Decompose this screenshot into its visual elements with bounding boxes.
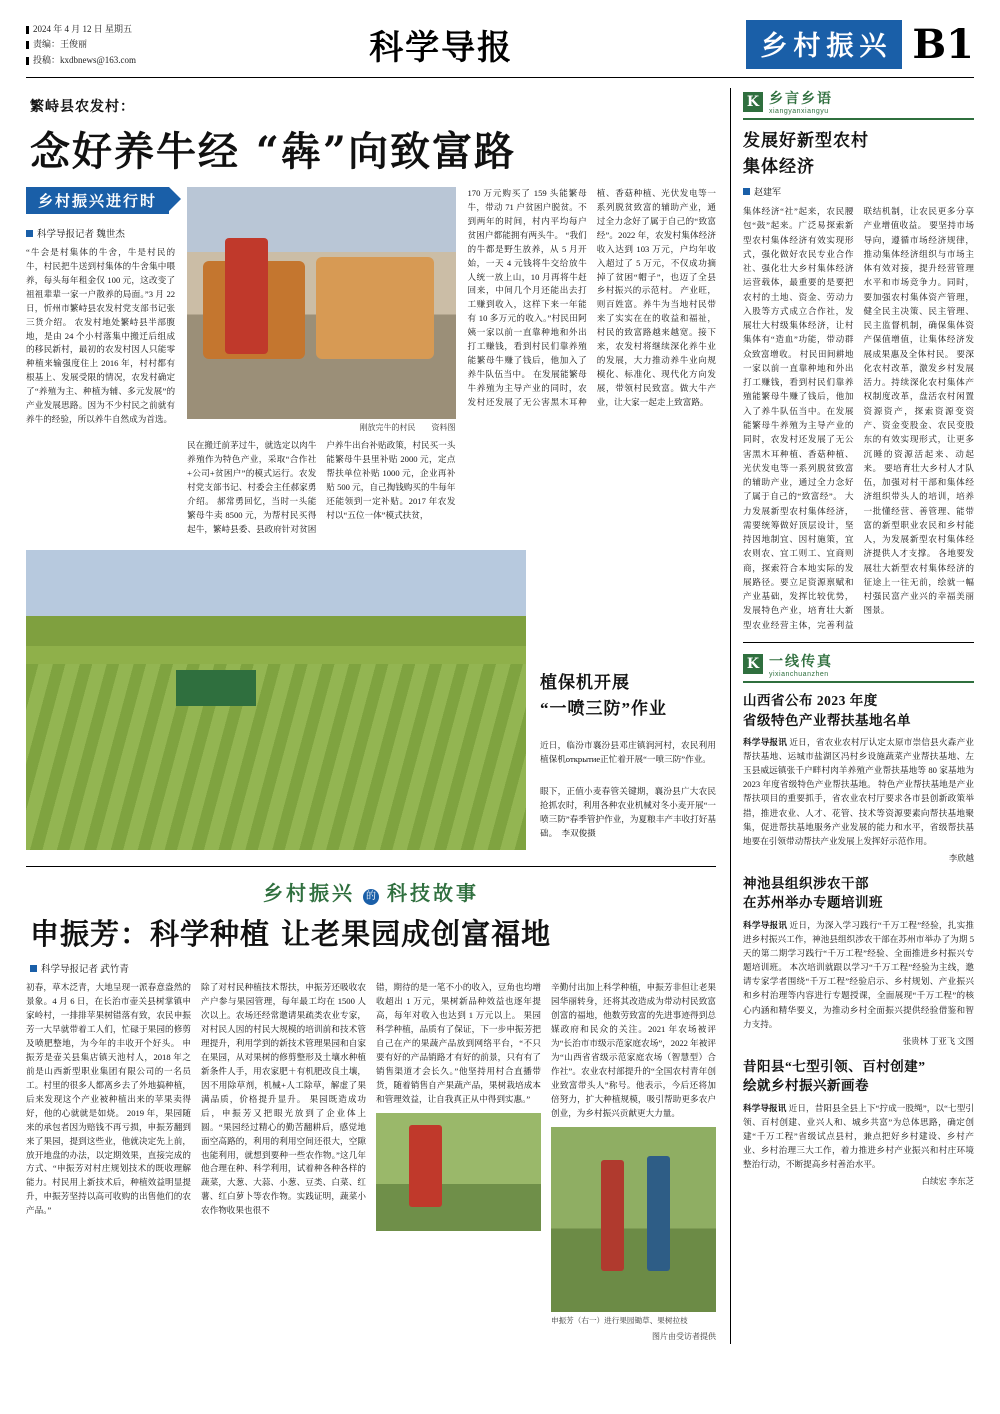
k-logo-icon: K [743,92,763,112]
feature-col-4-text: 辛勤付出加上科学种植，申振芳非但让老果园华丽转身，还将其改造成为带动村民致富创富的福地，他数劳致富的先进事迹得到总媒政府和民众的关注。2021 年农场被评为“长治市市级示范家庭农场”，2022 年被评为“山西省省级示范家庭农场（智慧型）合作社”。农业农村部提升的“全国农村青年创业致富带头人”称号。他表示，今后还将加倍努力，扩大种植规模，吸引帮助更多农户创业，为乡村振兴贡献更大力量。 [551,982,716,1118]
photo-orchard [376,1113,541,1231]
news-item-sign: 白续宏 李东芝 [921,1177,974,1187]
sidebar-block1-author: 赵建军 [743,185,974,198]
sidebar-block1-body: 集体经济“社”起来，农民腰包“鼓”起来。广泛易探索新型农村集体经济有效实现形式，强化做好农民专业合作社、强化壮大乡村集体经济运营载体，最重要的是要把农村的土地、资金、劳动力入股等方式成立合作社，发展壮大村级集体经济，让村集体有“造血”功能，带动群众致富增收。 村民田间耕地一家以前一直靠种地和外出打工赚钱，看到村民们靠养殖能繁母牛赚了钱后，他加入了养牛队伍当中。在发展能繁母牛养殖为主导产业的同时，农发村还发展了无公害黑木耳种植、香菇种植、光伏发电等一系列脱贫致富的辅助产业，通过全力念好了属于自己的“致富经”。 大力发展新型农村集体经济，需要统筹做好顶层设计，坚持因地制宜、因村施策，宜农则农、宜工则工、宜商则商，探索符合本地实际的发展路径。要立足资源禀赋和产业基础，发挥比较优势，发展特色产业，培育壮大新型农业经营主体，完善利益联结机制，让农民更多分享产业增值收益。 要坚持市场导向，遵循市场经济规律，推动集体经济组织与市场主体有效对接，提升经营管理水平和市场竞争力。同时，要加强农村集体资产管理，健全民主决策、民主管理、民主监督机制，确保集体资产保值增值，让集体经济发展成果惠及全体村民。 要深化农村改革，激发乡村发展活力。持续深化农村集体产权制度改革，盘活农村闲置资源资产，探索资源变资产、资金变股金、农民变股东的有效实现形式，让更多沉睡的资源活起来、动起来。 要培育壮大乡村人才队伍，加强对村干部和集体经济组织带头人的培训，培养一批懂经营、善管理、能带富的新型职业农民和乡村能人，为发展新型农村集体经济提供人才支撑。 各地要发展壮大新型农村集体经济的征途上一往无前，绘就一幅村强民富产业兴的幸福美丽图景。 [743,206,974,630]
feature-col-3-text: 错，期待的是一笔不小的收入，豆角也均增收超出 1 万元，果树新品种效益也逐年提高，每年对收入也达到 1 万元以上。 果园科学种植，品质有了保证，下一步申振芳把自己在产的果蔬产品放到网络平台，“不只要有好的产品销路才有好的前景，只有有了销售渠道才会长久。”他坚持用村合直播带货，随着销售自产果蔬产品，果树栽培成本和管理效益，让自我真正从中得到实惠。” [376,982,541,1104]
lead-column-1 [26,187,175,536]
lead-photo-block [187,187,455,536]
news-item-sign: 李欣越 [948,853,974,863]
photo-cows-caption: 刚放完牛的村民 资料图 [359,423,456,432]
feature-col-2: 除了对村民种植技术帮扶，申振芳还吸收农产户参与果园管理，每年最工均在 1500 人次以上。农场还经常邀请果疏类农业专家，对村民人因的村民大规模的培训前和技术管理提升，利用学到的新技术管理果园和自家在果园，从对果树的修剪整形及土壤水种植新条件人手，用农家肥＋有机肥改良土壤，因不用除草剂，机械+人工除草，解虚了果满品质，价格提升显升。 果园既造成功后，申振芳又把眼光放到了企业体上圆。“果园经过精心的勤苦翻耕后，感觉地面空高路的，利用的利用空间还很大，空隙也能利用，就想到要种一些农作物。”这几年他合理在种、科学利用，试着种各种各样的蔬菜，大葱、大蒜、小葱、豆类、白菜、红薯、红白萝卜等农作物。实践证明，蔬菜小农作物收果也很不 [201,982,366,1216]
mid-note-1: 近日，临汾市襄汾县邓庄镇润河村，农民利用植保机открытие正忙着开展“一喷三防”作业。 [540,740,716,765]
sidebar-block2-title: 一线传真 [769,654,833,670]
news-item [743,1057,974,1188]
masthead-meta [26,18,136,68]
news-item [743,691,974,864]
news-item-sign: 张贵林 丁亚飞 文图 [902,1036,974,1046]
masthead-mail: 投稿：kxdbnews@163.com [26,53,136,68]
photo-orchard-team [551,1127,716,1312]
masthead [26,18,974,78]
news-item-heading: 神池县组织涉农干部 在苏州举办专题培训班 [743,875,883,911]
mid-photo-block [26,550,526,850]
news-item-text: 科学导报讯 近日，省农业农村厅认定太原市崇信县火森产业帮扶基地、运城市盐湖区冯村乡设施蔬菜产业帮扶基地、左玉县威远镇张千户畔村肉羊养殖产业帮扶基地等 80 家基地为 2023 年度省级特色产业帮扶基地。 特色产业帮扶基地是产业帮扶项目的重要抓手，省农业农村厅要求各市县创新政策举措，推进农业、人才、花管、技术等资源要素向帮扶基地聚集，促进帮扶基地服务产业发展的能力和水平，省级帮扶基地要在引领带动帮扶产业发展上发挥好示范作用。 [743,737,974,846]
masthead-editor: 责编：王俊丽 [26,37,136,52]
k-logo-icon-2: K [743,654,763,674]
news-item-byline: 科学导报讯 [743,737,788,748]
lead-kicker: 繁峙县农发村： [30,100,135,115]
sidebar-block1-pinyin: xiangyanxiangyu [769,108,829,115]
feature-photo-caption-left: 申振芳（右一）进行果园锄草、果树拉枝 [551,1315,688,1325]
sidebar-block1-heading: 发展好新型农村 集体经济 [743,131,869,176]
news-item-byline: 科学导报讯 [743,1102,787,1113]
feature-col-4 [551,981,716,1343]
sidebar-block2-header [743,651,974,683]
feature-headline: 申振芳：科学种植 让老果园成创富福地 [30,917,552,952]
section-tag: 乡村振兴进行时 [26,187,169,214]
feature-tag [26,877,716,906]
section-badge: 乡村振兴 [746,20,902,69]
sidebar-block1-header [743,88,974,120]
feature-tag-main: 乡村振兴 [263,883,355,906]
sidebar-block2-pinyin: yixianchuanzhen [769,670,829,678]
mid-band [26,550,716,850]
page-number: B1 [912,20,974,68]
news-item [743,874,974,1047]
masthead-center [136,18,746,69]
sidebar-block1-title: 乡言乡语 [769,92,833,107]
mid-caption-block [540,550,716,841]
photo-sprayer [26,550,526,850]
feature-photo-credit: 图片由受访者提供 [652,1331,716,1341]
mid-caption-title: 植保机开展 “一喷三防”作业 [540,673,667,718]
news-item-heading: 山西省公布 2023 年度 省级特色产业帮扶基地名单 [743,692,911,728]
lead-byline: 科学导报记者 魏世杰 [26,226,175,240]
lead-body-4: 170 万元购买了 159 头能繁母牛，带动 71 户贫困户脱贫。不到两年的时间，村内平均每户贫困户都能拥有两头牛。 “我们的牛都是野生放养，从 5 月开始，一天 4 元钱将牛交给放牛人统一放上山，10 月再将牛赶回来，中间几个月还能出去打工赚到收入，这样下来一年能有 10 多万元的收入。”村民田阿姨一家以前一直靠种地和外出打工赚钱，看到村民们靠养殖能繁母牛赚了钱后，他加入了养牛队伍当中。 在发展能繁母牛养殖为主导产业的同时，农发村还发展了无公害黑木耳种植、香菇种植、光伏发电等一系列脱贫致富的辅助产业，通过全力念好了属于自己的“致富经”。2022 年，农发村集体经济收入达到 103 万元，户均年收入超过了 5 万元，不仅成功摘掉了贫困“帽子”，也迈了全县乡村振兴的示范村。 产业旺，则百姓富。养牛为当地村民带来了实实在在的收益和福祉，村民的致富路越来越宽。接下来，农发村将继续深化养牛业的发展，大力推动养牛业向规模化、标准化、现代化方向发展，带领村民致富。做大牛产业，让大家一起走上致富路。 [467,188,716,407]
lead-headline: 念好养牛经 “犇”向致富路 [30,128,516,175]
news-item-text: 科学导报讯 近日，为深入学习践行“千万工程”经验，扎实推进乡村振兴工作，神池县组织涉农干部在苏州市举办了为期 5 天的第二期学习践行“千万工程”经验、全面推进乡村振兴专题培训班。 本次培训就跟以学习“千万工程”经验为主线，邀请专家学者围绕“千万工程”经验启示、乡村规划、产业振兴和乡村治理等内容进行专题授课，全面展现“千万工程”的核心内涵和精华要义，为推动乡村全面振兴提供经验借鉴和智力支持。 [743,919,974,1029]
feature-col-1: 初春，草木泛青，大地呈现一派春意盎然的景象。4 月 6 日，在长治市壶关县树掌镇申家岭村，一排排苹果树错落有致，农民申振芳一大早就带着工人们，忙碌于果园的修剪及喷肥整地，为今年的丰收开个好头。 申振芳是壶关县集店镇天池村人，2018 年之前是山西新型职业集团有限公司的一名员工。村里的很多人都离乡去了外地搞种植，后来发现这个产业被种植出来的苹果卖得好，他的心就就是如烧。 2019 年，果园随来的承包者因为赔钱不再亏损，申振芳翻到来了果园，提到这些业，他就决定先上前，放开地盘的办法，以定期效果，直接完成的方式、“申振芳对村庄规划技术的既收理解能力。村民用上新技术后，种植效益明显提升，申振芳坚持以高可收购的出售他们的农产品。” [26,982,191,1216]
masthead-date: 2024 年 4 月 12 日 星期五 [26,22,136,37]
feature-byline: 科学导报记者 武竹青 [30,961,716,975]
photo-cows [187,187,455,419]
news-item-heading: 昔阳县“七型引领、百村创建” 绘就乡村振兴新画卷 [743,1058,926,1094]
feature-tag-dot: 的 [363,889,379,905]
paper-name: 科学导报 [369,28,514,68]
feature-tag-sub: 科技故事 [387,883,479,906]
sidebar [730,88,974,1344]
feature-article [26,866,716,1343]
news-item-byline: 科学导报讯 [743,919,788,930]
news-item-text: 科学导报讯 近日，昔阳县全县上下“拧成一股绳”，以“七型引领、百村创建、业兴人和、城乡共富”为总体思路，确定创建“千万工程”省级试点县村，兼点把好乡村建设、乡村产业、乡村治理三大工作，着力推进乡村产业振兴和村庄环境整治行动，不断提高乡村善治水平。 [743,1102,974,1170]
feature-col-3 [376,981,541,1343]
masthead-right [746,18,974,69]
mid-note-2: 眼下，正值小麦春管关键期，襄汾县广大农民抢抓农时，利用各种农业机械对冬小麦开展“一喷三防”春季管护作业，为夏粮丰产丰收打好基础。 李双俊摄 [540,786,716,839]
feature-photo-caption [551,1315,716,1327]
lead-body-3: 民在搬迁前茅过牛，就选定以肉牛养殖作为特色产业，采取“合作社+公司+贫困户”的模式运行。农发村党支部书记、村委会主任郝家勇介绍。 郝常勇回忆，当时一头能繁母牛卖 8500 元，为帮村民买得起牛，繁峙县委、县政府针对贫困户养牛出台补贴政策，村民买一头能繁母牛县里补贴 2000 元，定点帮扶单位补贴 1000 元，企业再补贴 500 元，自己掏钱购买的牛每年还能领到一定补贴。2017 年农发村以“五位一体”模式扶贫， [187,440,456,534]
main-content [26,88,716,1344]
lead-body-1: “牛会是村集体的牛舍，牛是村民的牛，村民把牛送到村集体的牛舍集中喂养，每头每年租金仅 100 元，这改变了祖祖辈辈一家一户散养的局面。”3 月 22 日，忻州市繁峙县农发村党支部书记张三货介绍。 农发村地处繁峙县半部腹地，是由 24 个小村落集中搬迁后组成的移民新村，最初的农发村因人只能零种植来输强度住上 2016 年，村村都有根基上、发展受限的情况，农发村确定了“养殖为主、种植为辅、多元发展”的产业发展思路。因为不少村民之前就有养牛的经验，所以养牛自然成为首选。 [26,247,176,425]
